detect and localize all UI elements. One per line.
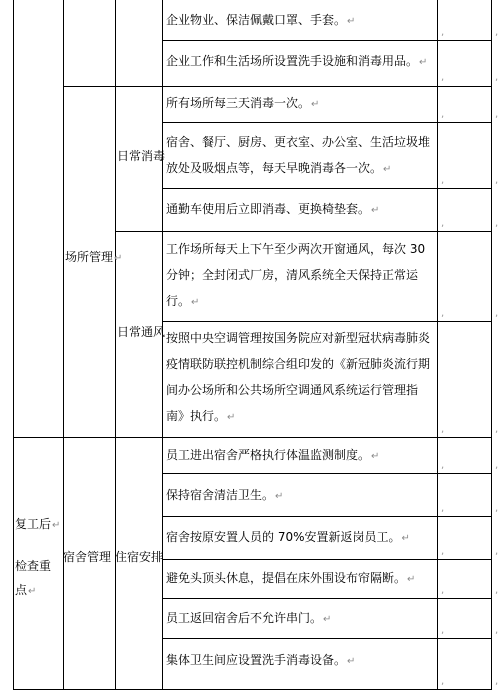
- cell-end-mark: ,: [495, 585, 499, 596]
- cell-end-mark: ,: [495, 625, 499, 636]
- paragraph-mark: ↵: [347, 16, 356, 27]
- cell-end-mark: ,: [495, 175, 499, 186]
- measure-text: 保持宿舍清洁卫生。↵: [166, 488, 284, 502]
- measure-text: 避免头顶头休息，提倡在床外围设布帘隔断。↵: [166, 571, 416, 585]
- paragraph-mark: ↵: [383, 164, 392, 175]
- category-cell: [15, 512, 60, 538]
- table-border-bottom: [13, 689, 492, 690]
- housing-arrangement-label: 住宿安排: [115, 550, 164, 564]
- cell-end-mark: ,: [495, 503, 499, 514]
- cell-end-mark: ,: [441, 109, 445, 120]
- paragraph-mark: ↵: [401, 533, 410, 544]
- measure-text: 工作场所每天上下午至少两次开窗通风，每次 30 分钟；全封闭式厂房，清风系统全天保持正常运行。↵: [166, 242, 426, 308]
- row-line: [162, 188, 492, 189]
- paragraph-mark: ↵: [114, 253, 123, 264]
- dorm-management-label: 宿舍管理: [63, 550, 112, 564]
- measure-text: 通勤车使用后立即消毒、更换椅垫套。↵: [166, 202, 380, 216]
- paragraph-mark: ↵: [323, 614, 332, 625]
- measure-text: 宿舍按原安置人员的 70%安置新返岗员工。↵: [166, 530, 410, 544]
- cell-end-mark: ,: [441, 218, 445, 229]
- cell-end-mark: ,: [441, 72, 445, 83]
- row-line: [162, 638, 492, 639]
- row-line: [162, 473, 492, 474]
- row-line: [162, 321, 492, 322]
- cell-end-mark: ,: [441, 625, 445, 636]
- paragraph-mark: ↵: [371, 451, 380, 462]
- cell-end-mark: ,: [441, 308, 445, 319]
- measure-text: 集体卫生间应设置洗手消毒设备。↵: [166, 653, 356, 667]
- category-line3: 点: [15, 583, 28, 597]
- measure-text: 员工进出宿舍严格执行体温监测制度。↵: [166, 448, 380, 462]
- cell-end-mark: ,: [441, 424, 445, 435]
- row-line: [162, 40, 492, 41]
- daily-ventilation-cell: [117, 320, 165, 344]
- col-divider-3: [162, 0, 163, 690]
- cell-end-mark: ,: [495, 218, 499, 229]
- category-line2: 检查重: [15, 559, 52, 573]
- venue-management-label: 场所管理: [65, 250, 114, 264]
- table-border-right: [491, 0, 492, 690]
- measure-text: 员工返回宿舍后不允许串门。↵: [166, 611, 332, 625]
- measure-text: 企业物业、保洁佩戴口罩、手套。↵: [166, 13, 356, 27]
- cell-end-mark: ,: [495, 308, 499, 319]
- cell-end-mark: ,: [495, 676, 499, 687]
- paragraph-mark: ↵: [407, 574, 416, 585]
- table-border-left: [13, 0, 14, 690]
- daily-disinfection-label: 日常消毒: [117, 149, 166, 163]
- cell-end-mark: ,: [495, 109, 499, 120]
- venue-management-cell: [65, 245, 122, 271]
- category-cell: [15, 578, 36, 604]
- cell-end-mark: ,: [495, 27, 499, 38]
- measure-text: 所有场所每三天消毒一次。↵: [166, 96, 320, 110]
- cell-end-mark: ,: [495, 72, 499, 83]
- category-line1: 复工后: [15, 517, 52, 531]
- col-divider-2: [115, 0, 116, 690]
- paragraph-mark: ↵: [227, 412, 236, 423]
- col-divider-1: [63, 0, 64, 690]
- cell-end-mark: ,: [495, 546, 499, 557]
- paragraph-mark: ↵: [419, 57, 428, 68]
- row-line: [63, 86, 492, 87]
- dorm-management-cell: [63, 545, 111, 569]
- cell-end-mark: ,: [441, 546, 445, 557]
- row-line: [162, 122, 492, 123]
- measure-text: 宿舍、餐厅、厨房、更衣室、办公室、生活垃圾堆放处及吸烟点等，每天早晚消毒各一次。↵: [166, 135, 431, 175]
- cell-end-mark: ,: [441, 676, 445, 687]
- daily-ventilation-label: 日常通风: [117, 325, 166, 339]
- row-line: [162, 598, 492, 599]
- paragraph-mark: ↵: [28, 586, 37, 597]
- row-line: [162, 516, 492, 517]
- paragraph-mark: ↵: [191, 297, 200, 308]
- col-divider-4: [437, 0, 438, 690]
- paragraph-mark: ↵: [275, 491, 284, 502]
- row-line: [162, 559, 492, 560]
- category-cell: [15, 554, 51, 578]
- cell-end-mark: ,: [441, 27, 445, 38]
- measure-text: 企业工作和生活场所设置洗手设施和消毒用品。↵: [166, 54, 428, 68]
- paragraph-mark: ↵: [371, 205, 380, 216]
- row-line: [115, 231, 492, 232]
- row-line: [13, 437, 492, 438]
- daily-disinfection-cell: [117, 144, 165, 168]
- paragraph-mark: ↵: [52, 520, 61, 531]
- cell-end-mark: ,: [441, 585, 445, 596]
- cell-end-mark: ,: [441, 503, 445, 514]
- cell-end-mark: ,: [441, 175, 445, 186]
- cell-end-mark: ,: [441, 460, 445, 471]
- cell-end-mark: ,: [495, 424, 499, 435]
- paragraph-mark: ↵: [311, 99, 320, 110]
- housing-arrangement-cell: [115, 545, 163, 569]
- measure-text: 按照中央空调管理按国务院应对新型冠状病毒肺炎疫情联防联控机制综合组印发的《新冠肺炎流行期间办公场所和公共场所空调通风系统运行管理指南》执行。↵: [166, 331, 431, 423]
- paragraph-mark: ↵: [347, 656, 356, 667]
- cell-end-mark: ,: [495, 460, 499, 471]
